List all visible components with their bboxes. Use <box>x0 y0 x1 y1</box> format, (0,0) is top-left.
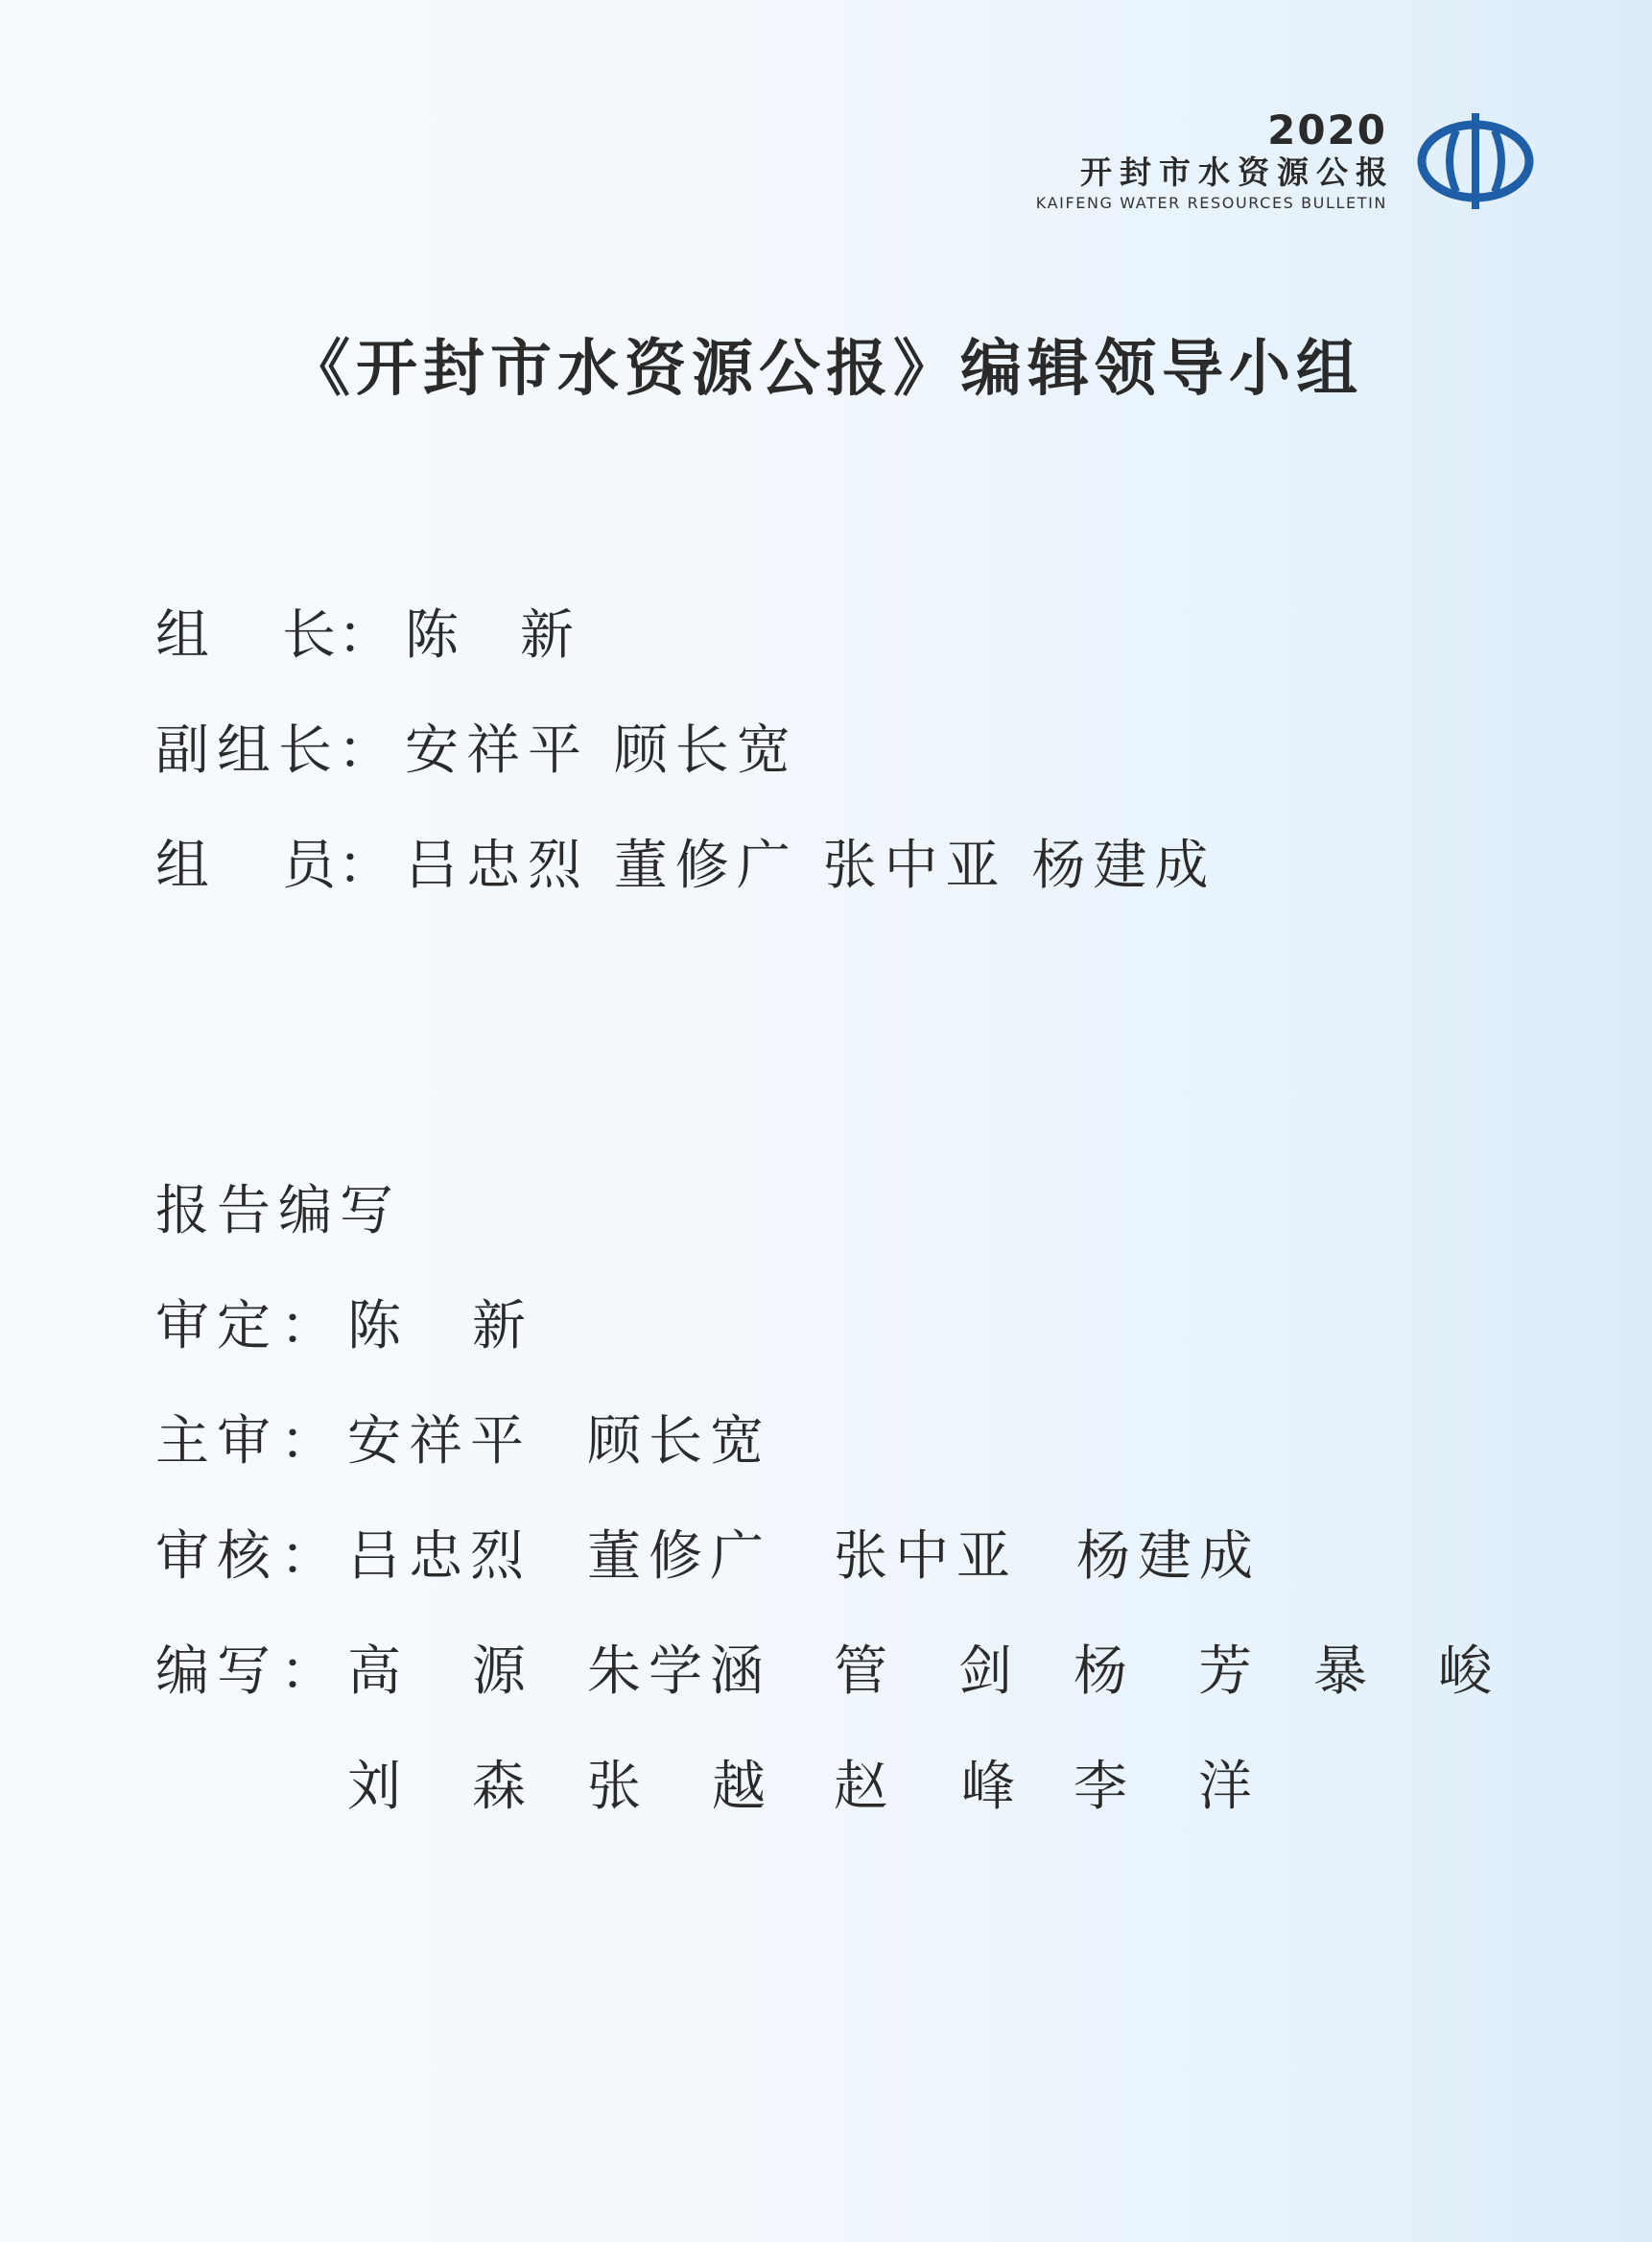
report-heading: 报告编写 <box>155 1180 401 1242</box>
leader-colon: ： <box>338 604 391 667</box>
writer-name-part: 朱学涵 <box>587 1640 771 1703</box>
writer-name-part: 刘 <box>347 1756 401 1818</box>
approve-name-char-2: 新 <box>472 1295 526 1357</box>
review-colon: ： <box>280 1525 334 1588</box>
deputy-names: 安祥平 顾长宽 <box>405 720 798 782</box>
approve-label: 审定 <box>155 1295 278 1357</box>
reviewer-3: 张中亚 <box>834 1525 1018 1588</box>
writer-name-part: 赵 <box>834 1756 887 1818</box>
review-label: 审核 <box>155 1525 278 1588</box>
header-name: 开封市水资源公报 <box>1080 153 1395 191</box>
chief-reviewer-1: 安祥平 <box>347 1410 531 1473</box>
writer-name-part: 高 <box>347 1640 401 1703</box>
writer-name-part: 森 <box>472 1756 526 1818</box>
reviewer-1: 吕忠烈 <box>347 1525 531 1588</box>
reviewer-2: 董修广 <box>587 1525 771 1588</box>
writer-name-part: 张 <box>587 1756 641 1818</box>
write-colon: ： <box>280 1640 334 1703</box>
header-year: 2020 <box>1267 106 1387 153</box>
approve-colon: ： <box>280 1295 334 1357</box>
chief-review-colon: ： <box>280 1410 334 1473</box>
writer-name-part: 越 <box>712 1756 766 1818</box>
writer-name-part: 源 <box>472 1640 526 1703</box>
header-name-en: KAIFENG WATER RESOURCES BULLETIN <box>1035 194 1387 212</box>
leader-label-char-2: 长 <box>282 604 336 667</box>
deputy-label: 副组长 <box>155 720 340 782</box>
writer-name-part: 杨 <box>1074 1640 1127 1703</box>
writer-name-part: 峻 <box>1438 1640 1492 1703</box>
writer-name-part: 峰 <box>961 1756 1015 1818</box>
writer-name-part: 洋 <box>1198 1756 1252 1818</box>
writer-name-part: 李 <box>1074 1756 1127 1818</box>
header-text <box>1035 106 1395 214</box>
leader-name-char-2: 新 <box>520 604 574 667</box>
leader-label-char-1: 组 <box>155 604 209 667</box>
approve-name-char-1: 陈 <box>347 1295 401 1357</box>
leader-name-char-1: 陈 <box>405 604 459 667</box>
writer-name-part: 管 <box>834 1640 887 1703</box>
writer-name-part: 剑 <box>958 1640 1012 1703</box>
writer-name-part: 暴 <box>1313 1640 1367 1703</box>
member-label-char-2: 员 <box>282 835 336 897</box>
chief-review-label: 主审 <box>155 1410 278 1473</box>
write-label: 编写 <box>155 1640 278 1703</box>
page-title: 《开封市水资源公报》编辑领导小组 <box>289 334 1363 405</box>
member-names: 吕忠烈 董修广 张中亚 杨建成 <box>405 835 1216 897</box>
reviewer-4: 杨建成 <box>1076 1525 1261 1588</box>
deputy-colon: ： <box>338 720 391 782</box>
bulletin-header <box>1036 107 1537 215</box>
member-label-char-1: 组 <box>155 835 209 897</box>
chief-reviewer-2: 顾长宽 <box>587 1410 771 1473</box>
writer-name-part: 芳 <box>1198 1640 1252 1703</box>
water-logo-icon <box>1414 107 1537 215</box>
member-colon: ： <box>338 835 391 897</box>
